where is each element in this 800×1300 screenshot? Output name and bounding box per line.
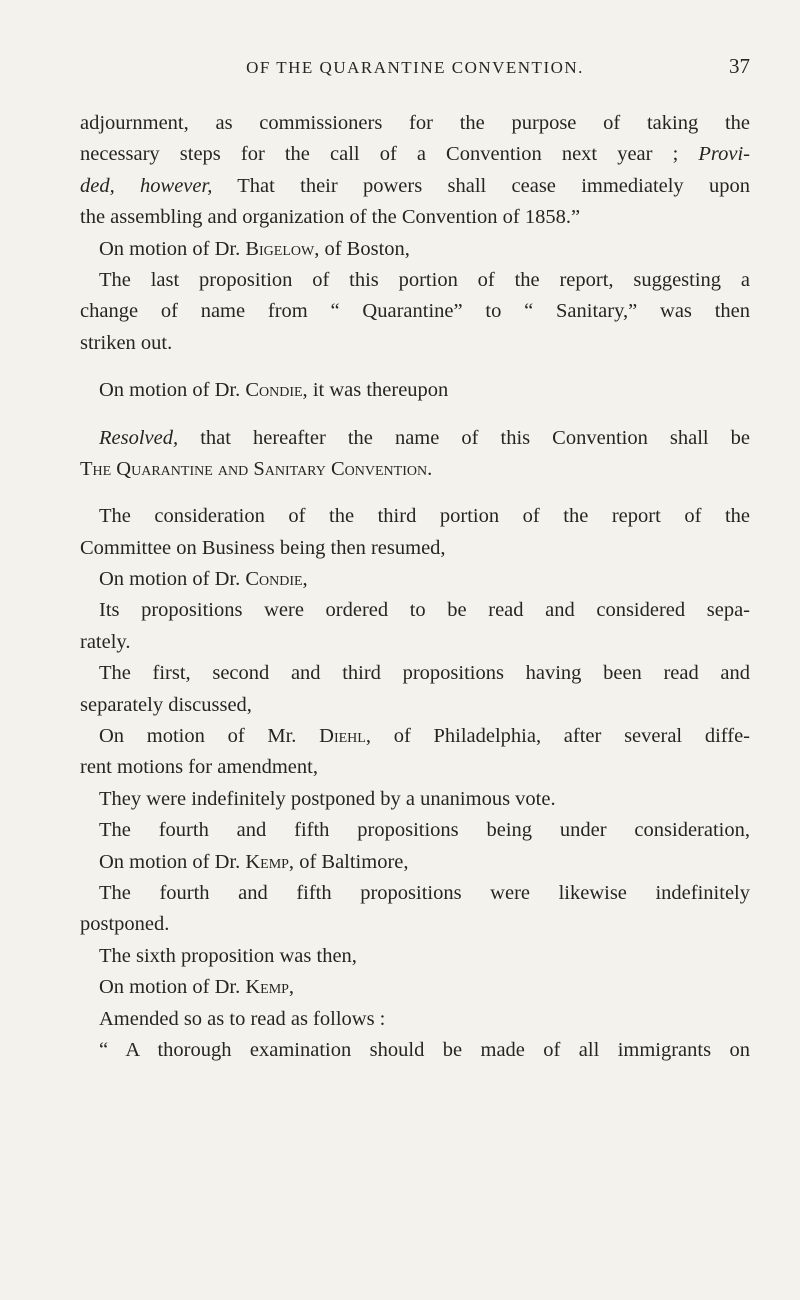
text-line: “ A thorough examination should be made of all immigrants on [99, 1038, 750, 1061]
body-text [80, 108, 750, 1066]
page-number: 37 [729, 54, 750, 78]
text-line: adjournment, as commissioners for the purpose of taking the [80, 112, 750, 134]
text-line: rately. [80, 630, 131, 653]
text-line: On motion of Dr. Condie, [99, 568, 308, 591]
text-line: They were indefinitely postponed by a unanimous vote. [99, 787, 556, 810]
text-line: change of name from “ Quarantine” to “ Sanitary,” was then [80, 300, 750, 323]
text-line: On motion of Dr. Kemp, [99, 976, 295, 999]
text-line: On motion of Dr. Bigelow, of Boston, [99, 237, 410, 260]
text-line: Committee on Business being then resumed, [80, 536, 446, 559]
text-line: the assembling and organization of the Convention of 1858.” [80, 206, 581, 229]
running-head [80, 54, 750, 88]
text-line: striken out. [80, 331, 173, 354]
text-line: On motion of Dr. Condie, it was thereupon [99, 379, 449, 402]
text-line: The Quarantine and Sanitary Convention. [80, 457, 433, 480]
text-line: necessary steps for the call of a Convention next year ; Provi- [80, 143, 751, 166]
text-line: The last proposition of this portion of the report, suggesting a [99, 268, 750, 291]
text-line: rent motions for amendment, [80, 756, 318, 779]
text-line: The sixth proposition was then, [99, 944, 357, 967]
text-line: Amended so as to read as follows : [99, 1007, 386, 1030]
text-line: The first, second and third propositions having been read and [99, 662, 750, 685]
text-line: separately discussed, [80, 693, 252, 716]
text-line: postponed. [80, 913, 170, 936]
text-line: ded, however, That their powers shall cease immediately upon [80, 174, 750, 197]
text-line: On motion of Mr. Diehl, of Philadelphia, after several diffe- [99, 725, 750, 748]
text-line: On motion of Dr. Kemp, of Baltimore, [99, 850, 409, 873]
text-line: The fourth and fifth propositions were likewise indefinitely [99, 881, 750, 904]
text-line: The consideration of the third portion of the report of the [99, 505, 750, 528]
text-line: Resolved, that hereafter the name of this Convention shall be [99, 426, 751, 449]
text-line: The fourth and fifth propositions being under consideration, [99, 819, 750, 842]
running-head-title: OF THE QUARANTINE CONVENTION. [246, 58, 584, 77]
text-line: Its propositions were ordered to be read and considered sepa- [99, 599, 750, 622]
